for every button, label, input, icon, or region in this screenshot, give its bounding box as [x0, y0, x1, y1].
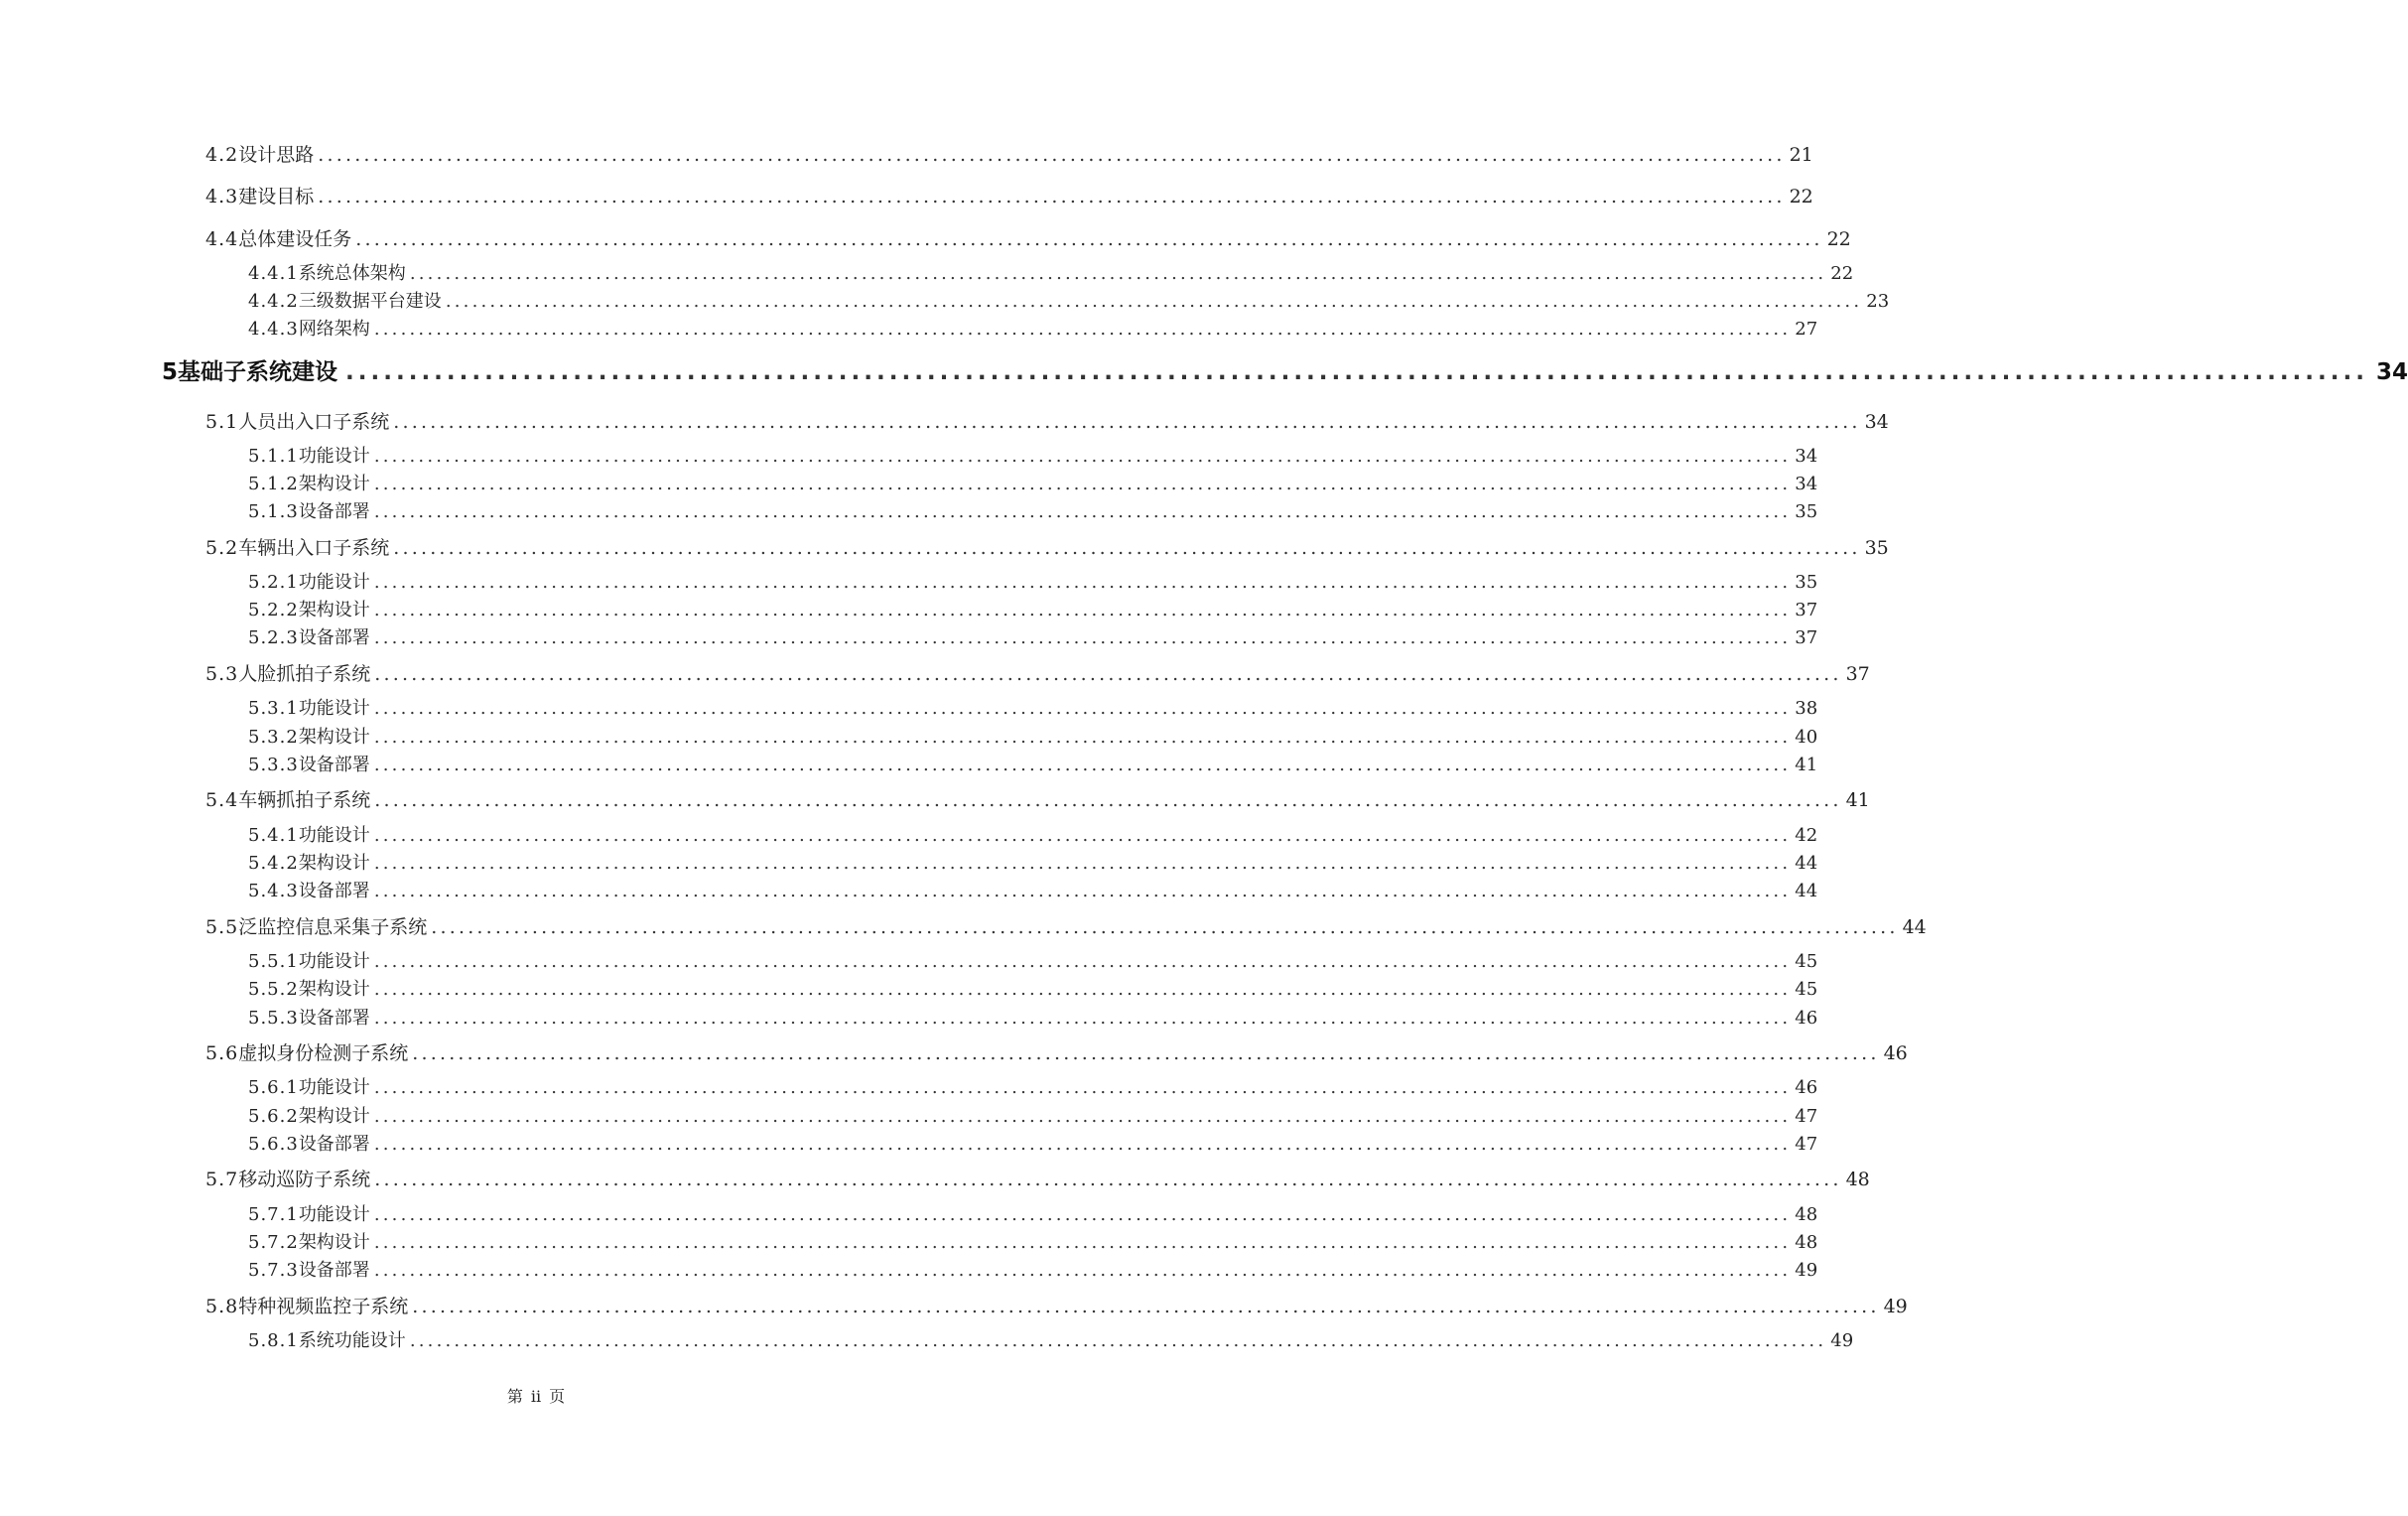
toc-entry-title: 架构设计 [298, 853, 370, 874]
toc-entry-title: 人脸抓拍子系统 [238, 663, 371, 685]
toc-entry [205, 912, 1927, 939]
toc-entry-number: 5.4.1 [248, 825, 299, 846]
toc-entry-page: 34 [2375, 359, 2408, 385]
toc-entry-page: 34 [1795, 446, 1818, 467]
toc-entry-title: 架构设计 [298, 979, 370, 1000]
toc-entry-number: 5.8.1 [248, 1330, 299, 1351]
toc-entry-page: 49 [1883, 1296, 1908, 1317]
toc-entry [248, 751, 1818, 776]
toc-entry-page: 46 [1795, 1008, 1818, 1029]
toc-entry [205, 140, 1813, 167]
toc-entry-title: 设备部署 [298, 881, 370, 901]
toc-entry-title: 架构设计 [298, 600, 370, 620]
toc-entry-title: 系统功能设计 [298, 1330, 406, 1351]
toc-entry-page: 46 [1795, 1077, 1818, 1098]
toc-entry-title: 功能设计 [298, 698, 370, 719]
page-footer [0, 1384, 1072, 1407]
toc-entry [248, 947, 1818, 973]
toc-entry-title: 设备部署 [298, 627, 370, 648]
toc-entry-number: 5.4 [205, 789, 239, 811]
dot-leader: ................................................................................................................................................................ [373, 979, 1792, 1000]
footer-page-number: ii [530, 1387, 542, 1406]
toc-entry-title: 功能设计 [298, 951, 370, 972]
toc-entry-page: 38 [1795, 698, 1818, 719]
toc-entry [248, 568, 1818, 594]
toc-entry [248, 287, 1890, 313]
toc-entry [205, 533, 1889, 560]
toc-entry [205, 1038, 1908, 1065]
toc-entry [248, 1256, 1818, 1282]
toc-entry-number: 5 [162, 359, 179, 385]
toc-entry-page: 35 [1795, 572, 1818, 593]
toc-entry-page: 44 [1795, 881, 1818, 901]
toc-entry [248, 1073, 1818, 1099]
toc-entry-number: 4.3 [205, 186, 239, 207]
toc-entry-page: 48 [1795, 1232, 1818, 1253]
toc-entry-number: 5.6.3 [248, 1134, 299, 1155]
toc-entry [205, 659, 1870, 686]
dot-leader: ................................................................................................................................................................ [373, 1232, 1792, 1253]
toc-entry-title: 功能设计 [298, 825, 370, 846]
toc-entry-title: 设备部署 [298, 1260, 370, 1281]
toc-entry-number: 5.7.2 [248, 1232, 299, 1253]
dot-leader: ................................................................................................................................................................ [373, 881, 1792, 901]
toc-entry-page: 49 [1830, 1330, 1854, 1351]
toc-entry-number: 5.1.3 [248, 501, 299, 522]
toc-entry-title: 功能设计 [298, 1077, 370, 1098]
toc-entry [248, 1004, 1818, 1030]
toc-entry-title: 设备部署 [298, 1008, 370, 1029]
toc-entry-title: 总体建设任务 [238, 228, 352, 250]
dot-leader: ................................................................................................................................................................ [355, 228, 1823, 250]
footer-prefix: 第 [506, 1387, 523, 1406]
toc-entry-number: 5.5.2 [248, 979, 299, 1000]
toc-entry-title: 架构设计 [298, 1232, 370, 1253]
dot-leader: ................................................................................................................................................................ [318, 144, 1786, 166]
dot-leader: ................................................................................................................................................................ [412, 1042, 1880, 1064]
toc-entry-number: 5.2.2 [248, 600, 299, 620]
toc-entry-page: 48 [1845, 1169, 1870, 1190]
toc-entry-number: 5.6 [205, 1042, 239, 1064]
dot-leader: ................................................................................................................................................................ [373, 572, 1792, 593]
toc-chapter-entry [162, 353, 2408, 386]
toc-entry-page: 45 [1795, 979, 1818, 1000]
dot-leader: ................................................................................................................................................................ [373, 853, 1792, 874]
toc-entry-title: 泛监控信息采集子系统 [238, 916, 428, 938]
dot-leader: ................................................................................................................................................................ [445, 291, 1863, 312]
toc-entry-page: 37 [1795, 627, 1818, 648]
toc-entry-page: 42 [1795, 825, 1818, 846]
dot-leader: ................................................................................................................................................................ [373, 727, 1792, 748]
toc-entry-title: 架构设计 [298, 727, 370, 748]
toc-entry-page: 22 [1826, 228, 1851, 250]
dot-leader: ................................................................................................................................................................ [373, 951, 1792, 972]
dot-leader: ................................................................................................................................................................ [345, 359, 2368, 385]
toc-entry-title: 虚拟身份检测子系统 [238, 1042, 409, 1064]
toc-entry-page: 35 [1795, 501, 1818, 522]
toc-entry-number: 5.6.2 [248, 1106, 299, 1127]
toc-entry-page: 37 [1795, 600, 1818, 620]
dot-leader: ................................................................................................................................................................ [374, 1169, 1842, 1190]
toc-entry [248, 259, 1854, 285]
toc-entry-number: 5.1 [205, 411, 239, 433]
toc-entry-title: 设备部署 [298, 501, 370, 522]
dot-leader: ................................................................................................................................................................ [393, 411, 1861, 433]
dot-leader: ................................................................................................................................................................ [409, 1330, 1827, 1351]
dot-leader: ................................................................................................................................................................ [393, 537, 1861, 559]
toc-entry-number: 5.2.1 [248, 572, 299, 593]
toc-entry-page: 45 [1795, 951, 1818, 972]
footer-suffix: 页 [549, 1387, 566, 1406]
toc-entry-page: 48 [1795, 1204, 1818, 1225]
toc-entry [205, 407, 1889, 434]
toc-entry-page: 23 [1866, 291, 1890, 312]
toc-entry-title: 功能设计 [298, 446, 370, 467]
toc-entry-number: 5.5 [205, 916, 239, 938]
toc-entry-title: 建设目标 [238, 186, 315, 207]
toc-entry [205, 224, 1851, 251]
toc-entry [248, 723, 1818, 749]
dot-leader: ................................................................................................................................................................ [318, 186, 1786, 207]
toc-entry-title: 设备部署 [298, 755, 370, 775]
toc-entry [248, 1130, 1818, 1156]
toc-entry [248, 623, 1818, 649]
toc-entry-page: 47 [1795, 1106, 1818, 1127]
toc-entry-number: 5.3 [205, 663, 239, 685]
toc-entry-title: 架构设计 [298, 474, 370, 494]
toc-entry-page: 44 [1795, 853, 1818, 874]
toc-entry [248, 694, 1818, 720]
toc-entry [248, 877, 1818, 902]
toc-entry-number: 5.3.1 [248, 698, 299, 719]
dot-leader: ................................................................................................................................................................ [373, 1204, 1792, 1225]
toc-entry [248, 596, 1818, 621]
toc-entry [248, 1228, 1818, 1254]
toc-entry-title: 车辆抓拍子系统 [238, 789, 371, 811]
toc-entry [248, 849, 1818, 875]
toc-entry [248, 821, 1818, 847]
toc-entry [248, 975, 1818, 1001]
toc-entry [205, 182, 1813, 208]
toc-entry-title: 三级数据平台建设 [298, 291, 442, 312]
dot-leader: ................................................................................................................................................................ [373, 1260, 1792, 1281]
toc-entry-number: 5.4.3 [248, 881, 299, 901]
toc-entry [205, 1165, 1870, 1191]
toc-entry-number: 5.5.1 [248, 951, 299, 972]
toc-entry [205, 1292, 1908, 1318]
toc-entry-title: 系统总体架构 [298, 263, 406, 284]
dot-leader: ................................................................................................................................................................ [373, 1077, 1792, 1098]
toc-entry-page: 49 [1795, 1260, 1818, 1281]
toc-entry-title: 功能设计 [298, 572, 370, 593]
toc-entry-title: 车辆出入口子系统 [238, 537, 390, 559]
toc-entry-number: 5.7.1 [248, 1204, 299, 1225]
toc-entry-number: 5.4.2 [248, 853, 299, 874]
toc-entry-title: 基础子系统建设 [178, 359, 338, 385]
dot-leader: ................................................................................................................................................................ [373, 1008, 1792, 1029]
toc-entry-number: 5.8 [205, 1296, 239, 1317]
toc-entry-number: 4.4.3 [248, 319, 299, 340]
toc-entry-number: 5.3.3 [248, 755, 299, 775]
toc-entry-title: 网络架构 [298, 319, 370, 340]
toc-entry-title: 人员出入口子系统 [238, 411, 390, 433]
toc-entry-number: 4.4.1 [248, 263, 299, 284]
dot-leader: ................................................................................................................................................................ [409, 263, 1827, 284]
toc-entry [248, 442, 1818, 468]
toc-entry-page: 37 [1845, 663, 1870, 685]
dot-leader: ................................................................................................................................................................ [373, 1106, 1792, 1127]
toc-entry-page: 22 [1830, 263, 1854, 284]
dot-leader: ................................................................................................................................................................ [373, 319, 1792, 340]
toc-entry-number: 4.4.2 [248, 291, 299, 312]
toc-entry-number: 5.5.3 [248, 1008, 299, 1029]
toc-entry [248, 1102, 1818, 1128]
toc-entry-page: 47 [1795, 1134, 1818, 1155]
toc-entry [205, 785, 1870, 812]
toc-entry-page: 41 [1795, 755, 1818, 775]
toc-entry-number: 4.2 [205, 144, 239, 166]
toc-entry-page: 35 [1864, 537, 1889, 559]
dot-leader: ................................................................................................................................................................ [373, 627, 1792, 648]
toc-entry [248, 315, 1818, 341]
dot-leader: ................................................................................................................................................................ [412, 1296, 1880, 1317]
dot-leader: ................................................................................................................................................................ [373, 474, 1792, 494]
toc-entry-number: 5.1.1 [248, 446, 299, 467]
dot-leader: ................................................................................................................................................................ [374, 789, 1842, 811]
toc-entry-title: 设备部署 [298, 1134, 370, 1155]
dot-leader: ................................................................................................................................................................ [373, 698, 1792, 719]
toc-entry-page: 46 [1883, 1042, 1908, 1064]
toc-entry [248, 1200, 1818, 1226]
toc-entry-title: 架构设计 [298, 1106, 370, 1127]
toc-entry-number: 5.7 [205, 1169, 239, 1190]
toc-entry-page: 22 [1789, 186, 1813, 207]
dot-leader: ................................................................................................................................................................ [373, 1134, 1792, 1155]
toc-entry-number: 5.1.2 [248, 474, 299, 494]
toc-entry-page: 41 [1845, 789, 1870, 811]
dot-leader: ................................................................................................................................................................ [373, 825, 1792, 846]
toc-entry-number: 5.7.3 [248, 1260, 299, 1281]
dot-leader: ................................................................................................................................................................ [431, 916, 1899, 938]
toc-entry [248, 1326, 1854, 1352]
toc-entry-title: 特种视频监控子系统 [238, 1296, 409, 1317]
dot-leader: ................................................................................................................................................................ [373, 446, 1792, 467]
toc-entry-page: 40 [1795, 727, 1818, 748]
toc-entry-page: 34 [1795, 474, 1818, 494]
toc-entry-title: 功能设计 [298, 1204, 370, 1225]
dot-leader: ................................................................................................................................................................ [373, 501, 1792, 522]
toc-entry-number: 5.2 [205, 537, 239, 559]
toc-entry-number: 5.3.2 [248, 727, 299, 748]
toc-entry [248, 497, 1818, 523]
toc-entry-title: 移动巡防子系统 [238, 1169, 371, 1190]
toc-entry-title: 设计思路 [238, 144, 315, 166]
toc-entry-number: 5.6.1 [248, 1077, 299, 1098]
toc-entry [248, 470, 1818, 495]
dot-leader: ................................................................................................................................................................ [374, 663, 1842, 685]
toc-entry-page: 21 [1789, 144, 1813, 166]
toc-entry-number: 4.4 [205, 228, 239, 250]
toc-entry-number: 5.2.3 [248, 627, 299, 648]
toc-entry-page: 34 [1864, 411, 1889, 433]
toc-entry-page: 27 [1795, 319, 1818, 340]
dot-leader: ................................................................................................................................................................ [373, 755, 1792, 775]
toc-entry-page: 44 [1902, 916, 1927, 938]
dot-leader: ................................................................................................................................................................ [373, 600, 1792, 620]
